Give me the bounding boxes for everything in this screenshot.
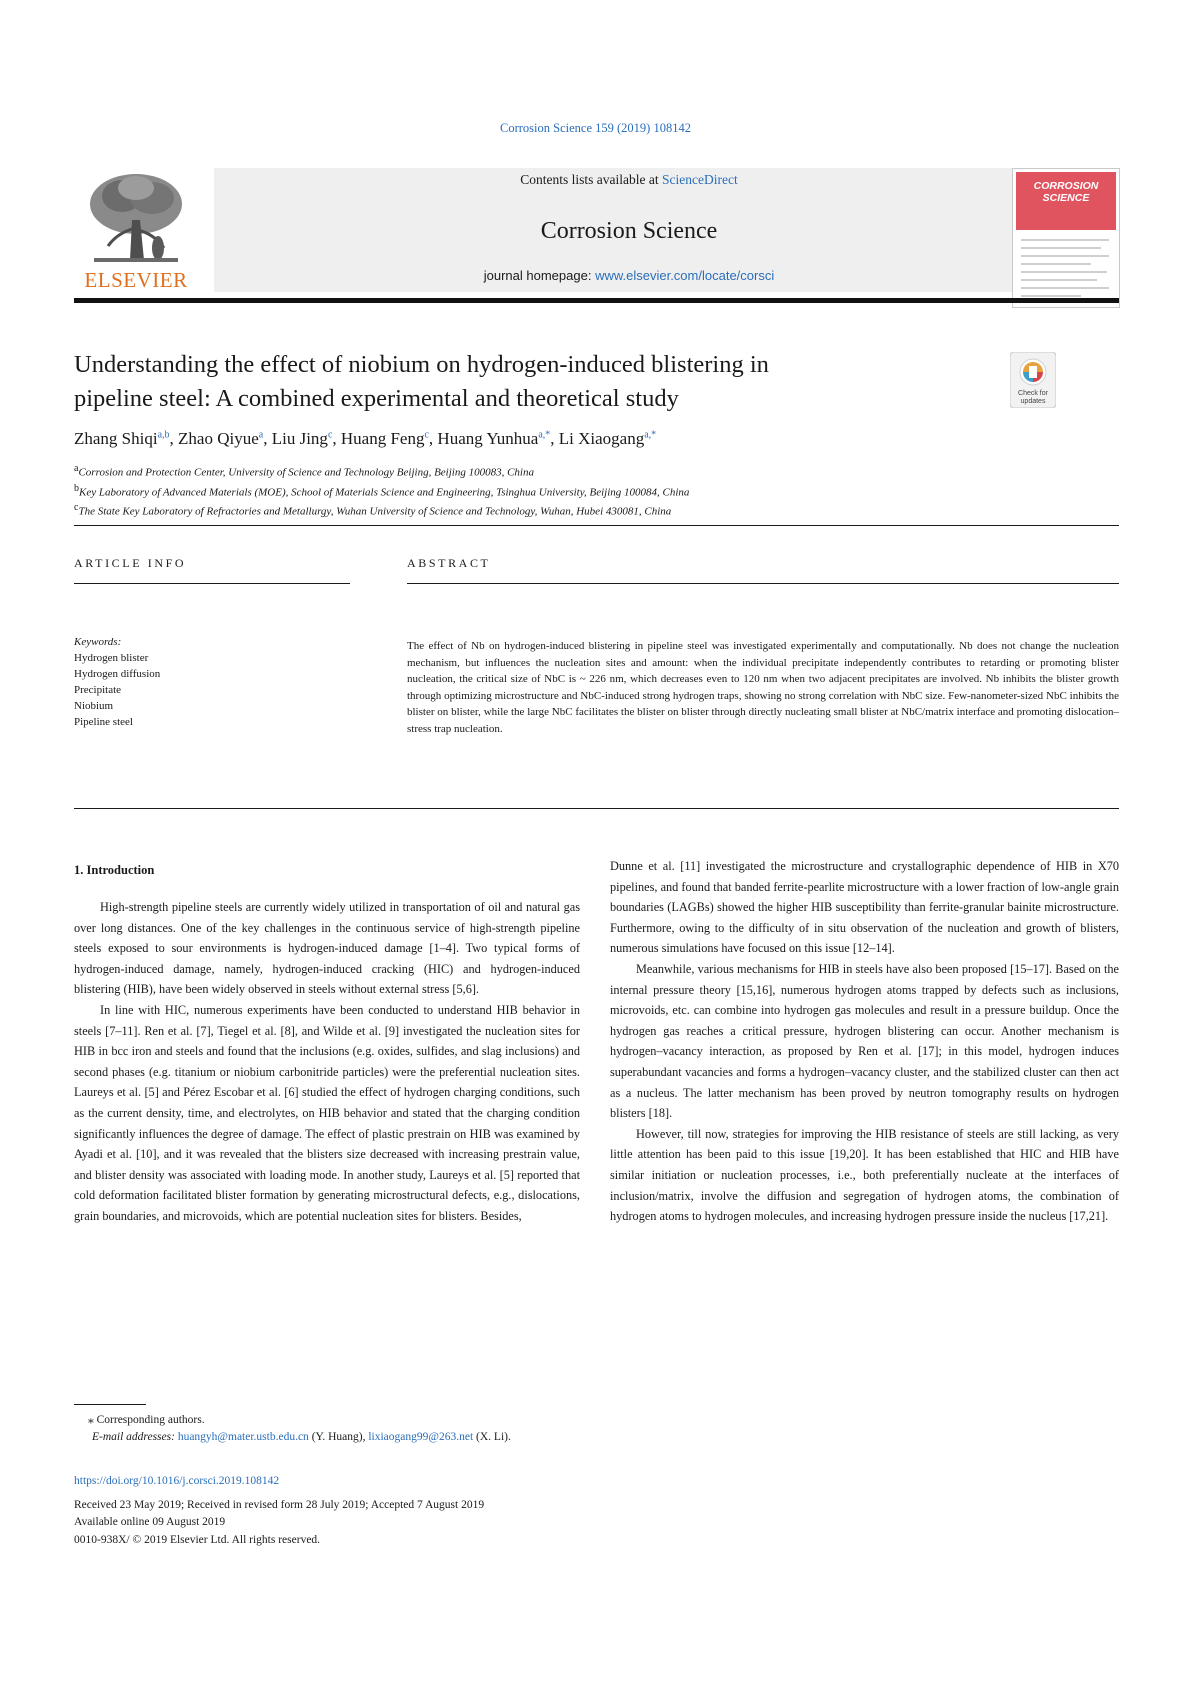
author-list bbox=[74, 429, 1114, 449]
author-separator: , bbox=[169, 429, 179, 448]
body-paragraph: Meanwhile, various mechanisms for HIB in steels have also been proposed [15–17]. Based on the internal pressure theory [15,16], numerous hydrogen atoms trapped by defects such as inclusions, microvoids, etc. can combine into hydrogen gas molecules and result in a pressure buildup. Once the hydrogen gas reaches a critical pressure, hydrogen blistering can occur. Another mechanism is hydrogen–vacancy interaction, as proposed by Ren et al. [17]; in this model, hydrogen induces superabundant vacancies and forms a hydrogen–vacancy cluster, and the stabilized cluster can then act as a nucleus. The latter mechanism has been proved by neutron tomography results on hydrogen blisters [18]. bbox=[610, 961, 1119, 1121]
article-info-rule bbox=[74, 583, 350, 584]
received-dates: Received 23 May 2019; Received in revised form 28 July 2019; Accepted 7 August 2019 bbox=[74, 1498, 485, 1511]
author-separator: , bbox=[550, 429, 559, 448]
cover-title bbox=[1016, 180, 1116, 204]
cover-text-line bbox=[1021, 287, 1109, 289]
abstract-bottom-rule bbox=[74, 808, 1119, 809]
author-separator: , bbox=[332, 429, 341, 448]
section-heading-introduction: 1. Introduction bbox=[74, 863, 155, 877]
online-date: Available online 09 August 2019 bbox=[74, 1516, 226, 1528]
publisher-name: ELSEVIER bbox=[84, 268, 188, 292]
crossmark-icon bbox=[1010, 352, 1056, 408]
contents-line bbox=[214, 172, 1044, 188]
journal-name: Corrosion Science bbox=[540, 218, 718, 244]
author-name[interactable]: Liu Jing bbox=[271, 429, 328, 448]
sciencedirect-link[interactable]: ScienceDirect bbox=[662, 172, 738, 187]
author-name[interactable]: Zhang Shiqi bbox=[74, 429, 158, 448]
cover-text-line bbox=[1021, 247, 1101, 249]
masthead-rule bbox=[74, 298, 1119, 303]
email-label: E-mail addresses: bbox=[92, 1431, 178, 1443]
body-paragraph: High-strength pipeline steels are currently widely utilized in transportation of oil and natural gas over long distances. One of the key challenges in the continuous service of high-strength pipeline steels exposed to sour environments is hydrogen-induced damage [1–4]. Two typical forms of hydrogen-induced damage, namely, hydrogen-induced cracking (HIC) and hydrogen-induced blistering (HIB), have been widely observed in steels without external stress [5,6]. bbox=[74, 900, 580, 997]
author-name[interactable]: Huang Feng bbox=[340, 429, 425, 448]
cover-text-line bbox=[1021, 263, 1091, 265]
keyword: Niobium bbox=[74, 700, 114, 712]
author-affiliation-mark[interactable]: a,* bbox=[644, 429, 657, 441]
cover-text-line bbox=[1021, 279, 1097, 281]
author-affiliation-mark[interactable]: c bbox=[327, 429, 333, 441]
author-affiliation-mark[interactable]: a,* bbox=[538, 429, 551, 441]
abstract-heading: ABSTRACT bbox=[407, 556, 491, 570]
affiliation-a: $^a$Corrosion and Protection Center, University of Science and Technology Beijing, Beijing 100083, China bbox=[74, 463, 534, 479]
journal-citation[interactable]: Corrosion Science 159 (2019) 108142 bbox=[500, 121, 691, 135]
author-name[interactable]: Zhao Qiyue bbox=[178, 429, 259, 448]
cover-text-line bbox=[1021, 255, 1109, 257]
check-for-updates-badge[interactable] bbox=[1010, 352, 1056, 408]
keywords-label: Keywords: bbox=[74, 636, 122, 648]
elsevier-logo[interactable] bbox=[74, 168, 198, 296]
body-paragraph: In line with HIC, numerous experiments have been conducted to understand HIB behavior in steels [7–11]. Ren et al. [7], Tiegel et al. [8], and Wilde et al. [9] investigated the nucleation sites for HIB in bcc iron and steels and found that the inclusions (e.g. oxides, sulfides, and slag inclusions) and second phases (e.g. titanium or niobium carbonitride particles) were the preferential nucleation sites. Laureys et al. [5] and Pérez Escobar et al. [6] studied the effect of hydrogen charging conditions, such as the current density, time, and electrolytes, on HIB behavior and stated that the charging condition significantly influences the degree of damage. The effect of plastic prestrain on HIB was examined by Ayadi et al. [10], and it was revealed that the blisters size decreased with increasing prestrain value, and blister density was associated with loading mode. In another study, Laureys et al. [5] reported that cold deformation facilitated blister formation by generating microstructural defects, e.g., dislocations, grain boundaries, and microvoids, which are potential nucleation sites for blisters. Besides, bbox=[74, 1002, 580, 1223]
homepage-prefix: journal homepage: bbox=[483, 268, 596, 283]
cover-text-line bbox=[1021, 271, 1107, 273]
author-name[interactable]: Li Xiaogang bbox=[558, 429, 645, 448]
journal-homepage-link[interactable]: www.elsevier.com/locate/corsci bbox=[595, 268, 775, 283]
keyword: Pipeline steel bbox=[74, 716, 133, 728]
keyword: Hydrogen blister bbox=[74, 652, 149, 664]
author-separator: , bbox=[263, 429, 272, 448]
article-title bbox=[74, 348, 934, 416]
body-column-left bbox=[74, 897, 580, 1227]
body-paragraph: However, till now, strategies for improving the HIB resistance of steels are still lacking, as very little attention has been paid to this issue [19,20]. It has been established that HIC and HIB have similar initiation or nucleation processes, i.e., both preferentially nucleate at the interfaces of inclusion/matrix, involve the diffusion and segregation of hydrogen atoms, the combination of hydrogen atoms to hydrogen molecules, and increasing hydrogen pressure inside the nucleus [17,21]. bbox=[610, 1126, 1119, 1224]
author-affiliation-mark[interactable]: a bbox=[258, 429, 264, 441]
body-paragraph: Dunne et al. [11] investigated the microstructure and crystallographic dependence of HIB in X70 pipelines, and found that banded ferrite-pearlite microstructure with a lower fraction of low-angle grain boundaries (LAGBs) showed the higher HIB susceptibility than ferrite-granular bainite microstructure. Furthermore, owing to the difficulty of in situ observation of the nucleation and growth of blisters, numerous simulations have focused on this issue [12–14]. bbox=[610, 859, 1119, 956]
abstract-rule bbox=[407, 583, 1119, 584]
tree-icon bbox=[84, 170, 188, 266]
body-column-right bbox=[610, 856, 1119, 1227]
abstract-text: The effect of Nb on hydrogen-induced blistering in pipeline steel was investigated experimentally and computationally. Nb does not change the nucleation mechanism, but influences the nucleation sites and amount: when the individual precipitate independently contributes to retarding or promoting blister nucleation, the critical size of NbC is ~ 226 nm, which decreases even to 120 nm when two adjacent precipitates are involved. Nb inhibits the blister growth through optimizing microstructure and NbC-induced strong hydrogen traps, showing no strong correlation with NbC size. Few-nanometer-sized NbC inhibits the blister on blister, while the large NbC facilitates the blister on blister through directly nucleating small blister at NbC/matrix interface and promoting dislocation–stress trap nucleation. bbox=[407, 640, 1119, 735]
keywords-list bbox=[74, 634, 334, 730]
author-affiliation-mark[interactable]: c bbox=[424, 429, 429, 441]
crossmark-label-2: updates bbox=[1020, 398, 1046, 405]
email-link-li[interactable]: lixiaogang99@263.net bbox=[368, 1431, 474, 1443]
journal-banner bbox=[214, 168, 1044, 292]
keyword: Precipitate bbox=[74, 684, 122, 696]
cover-text-line bbox=[1021, 295, 1081, 297]
affiliations bbox=[74, 461, 1114, 520]
publication-info bbox=[74, 1473, 1074, 1549]
article-info-heading: ARTICLE INFO bbox=[74, 556, 187, 570]
keyword: Hydrogen diffusion bbox=[74, 668, 161, 680]
article-title-line: Understanding the effect of niobium on hydrogen-induced blistering in bbox=[74, 351, 769, 378]
doi-link[interactable]: https://doi.org/10.1016/j.corsci.2019.108142 bbox=[74, 1475, 280, 1487]
header-divider bbox=[74, 525, 1119, 526]
footnotes bbox=[74, 1412, 1074, 1446]
affiliation-c: $^c$The State Key Laboratory of Refractories and Metallurgy, Wuhan University of Science and Technology, Wuhan, Hubei 430081, China bbox=[74, 502, 672, 518]
cover-text-line bbox=[1021, 239, 1109, 241]
masthead bbox=[74, 168, 1119, 296]
cover-title-line2: SCIENCE bbox=[1042, 192, 1090, 204]
corresponding-note: ⁎ Corresponding authors. bbox=[88, 1414, 205, 1426]
contents-prefix: Contents lists available at bbox=[520, 172, 662, 187]
email-link-huang[interactable]: huangyh@mater.ustb.edu.cn bbox=[177, 1431, 309, 1443]
homepage-line bbox=[214, 268, 1044, 283]
journal-cover-thumbnail[interactable] bbox=[1012, 168, 1120, 308]
footnote-rule bbox=[74, 1404, 146, 1405]
copyright-line: 0010-938X/ © 2019 Elsevier Ltd. All rights reserved. bbox=[74, 1533, 321, 1546]
author-affiliation-mark[interactable]: a,b bbox=[157, 429, 170, 441]
author-separator: , bbox=[428, 429, 438, 448]
affiliation-b: $^b$Key Laboratory of Advanced Materials (MOE), School of Materials Science and Engineering, Tsinghua University, Beijing 100084, China bbox=[74, 482, 690, 499]
article-title-line: pipeline steel: A combined experimental and theoretical study bbox=[74, 385, 679, 412]
crossmark-label-1: Check for bbox=[1018, 390, 1048, 397]
cover-title-line1: CORROSION bbox=[1033, 180, 1099, 192]
author-name[interactable]: Huang Yunhua bbox=[437, 429, 539, 448]
email-line: E-mail addresses: huangyh@mater.ustb.edu.cn (Y. Huang), lixiaogang99@263.net (X. Li). bbox=[92, 1431, 511, 1443]
cover-header bbox=[1016, 172, 1116, 230]
